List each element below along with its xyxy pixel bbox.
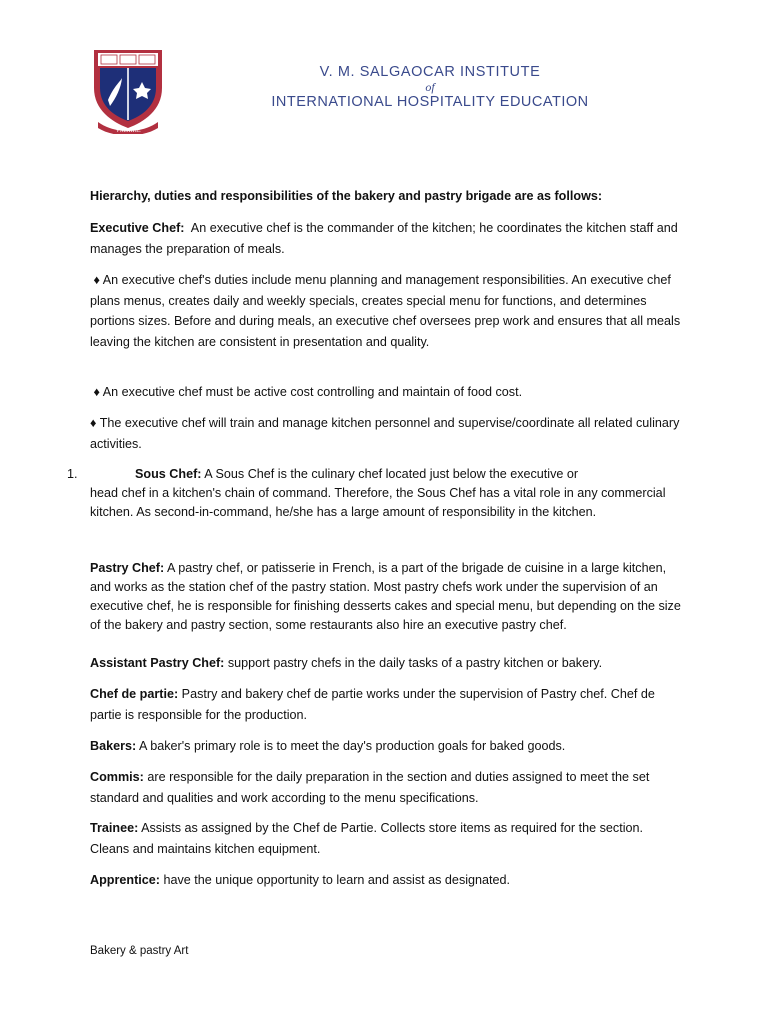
chef-de-partie-paragraph: [90, 684, 682, 725]
trainee-text: Assists as assigned by the Chef de Partie. Collects store items as required for the section. Cleans and maintains kitchen equipment.: [90, 821, 643, 856]
institute-name-line3: INTERNATIONAL HOSPITALITY EDUCATION: [271, 94, 589, 110]
bakers-text: A baker's primary role is to meet the day's production goals for baked goods.: [139, 739, 566, 753]
chef-de-partie-term: Chef de partie:: [90, 687, 179, 701]
trainee-paragraph: [90, 818, 682, 859]
sous-chef-text-line1: A Sous Chef is the culinary chef located just below the executive or: [204, 467, 579, 481]
pastry-chef-text: A pastry chef, or patisserie in French, is a part of the brigade de cuisine in a large kitchen, and works as the station chef of the pastry station. Most pastry chefs work under the supervision of an executive chef, he is responsible for finishing desserts cakes and special menu, but depending on the size of the bakery and pastry section, some restaurants also hire an executive pastry chef.: [90, 561, 681, 632]
commis-text: are responsible for the daily preparation in the section and duties assigned to meet the set standard and qualities and work according to the menu specifications.: [90, 770, 650, 805]
diamond-bullet-icon: ♦: [93, 273, 100, 287]
trainee-term: Trainee:: [90, 821, 139, 835]
bullet-item: [90, 382, 682, 403]
commis-term: Commis:: [90, 770, 144, 784]
page-heading: [90, 186, 682, 207]
apprentice-text: have the unique opportunity to learn and assist as designated.: [163, 873, 511, 887]
assistant-pastry-chef-term: Assistant Pastry Chef:: [90, 656, 225, 670]
sous-chef-first-line: [135, 465, 695, 484]
bullet-text: The executive chef will train and manage kitchen personnel and supervise/coordinate all related culinary activities.: [90, 416, 680, 451]
chef-de-partie-text: Pastry and bakery chef de partie works under the supervision of Pastry chef. Chef de partie is responsible for the production.: [90, 687, 655, 722]
sous-chef-text: head chef in a kitchen's chain of command. Therefore, the Sous Chef has a vital role in any commercial kitchen. As second-in-command, he/she has a large amount of responsibility in the kitchen.: [90, 486, 666, 519]
institute-name: [262, 64, 598, 111]
commis-paragraph: [90, 767, 682, 808]
diamond-bullet-icon: ♦: [93, 385, 100, 399]
executive-chef-text: An executive chef is the commander of the kitchen; he coordinates the kitchen staff and manages the preparation of meals.: [90, 221, 678, 256]
executive-chef-term: Executive Chef:: [90, 221, 185, 235]
assistant-pastry-chef-paragraph: [90, 654, 682, 673]
apprentice-paragraph: [90, 870, 682, 891]
logo-text: VMSIIHE: [115, 128, 141, 134]
pastry-chef-term: Pastry Chef:: [90, 561, 165, 575]
apprentice-term: Apprentice:: [90, 873, 160, 887]
list-number: 1.: [67, 467, 78, 481]
bakers-paragraph: [90, 736, 682, 757]
heading-text: Hierarchy, duties and responsibilities of the bakery and pastry brigade are as follows:: [90, 189, 603, 203]
institute-name-line1: V. M. SALGAOCAR INSTITUTE: [319, 64, 541, 80]
bullet-text: An executive chef's duties include menu planning and management responsibilities. An executive chef plans menus, creates daily and weekly specials, creates special menu for functions, and determines portions sizes. Before and during meals, an executive chef oversees prep work and ensures that all meals leaving the kitchen are consistent in presentation and quality.: [90, 273, 681, 349]
executive-chef-paragraph: [90, 218, 682, 259]
bullet-text: An executive chef must be active cost controlling and maintain of food cost.: [102, 385, 523, 399]
page-footer: Bakery & pastry Art: [90, 945, 189, 957]
institute-logo: [92, 48, 164, 134]
pastry-chef-paragraph: [90, 559, 682, 635]
institute-name-line2: of: [425, 80, 435, 94]
diamond-bullet-icon: ♦: [90, 416, 97, 430]
bullet-item: [90, 413, 682, 454]
assistant-pastry-chef-text: support pastry chefs in the daily tasks of a pastry kitchen or bakery.: [227, 656, 603, 670]
sous-chef-term: Sous Chef:: [135, 467, 202, 481]
sous-chef-paragraph: [90, 484, 682, 522]
bullet-item: [90, 270, 682, 352]
bakers-term: Bakers:: [90, 739, 137, 753]
